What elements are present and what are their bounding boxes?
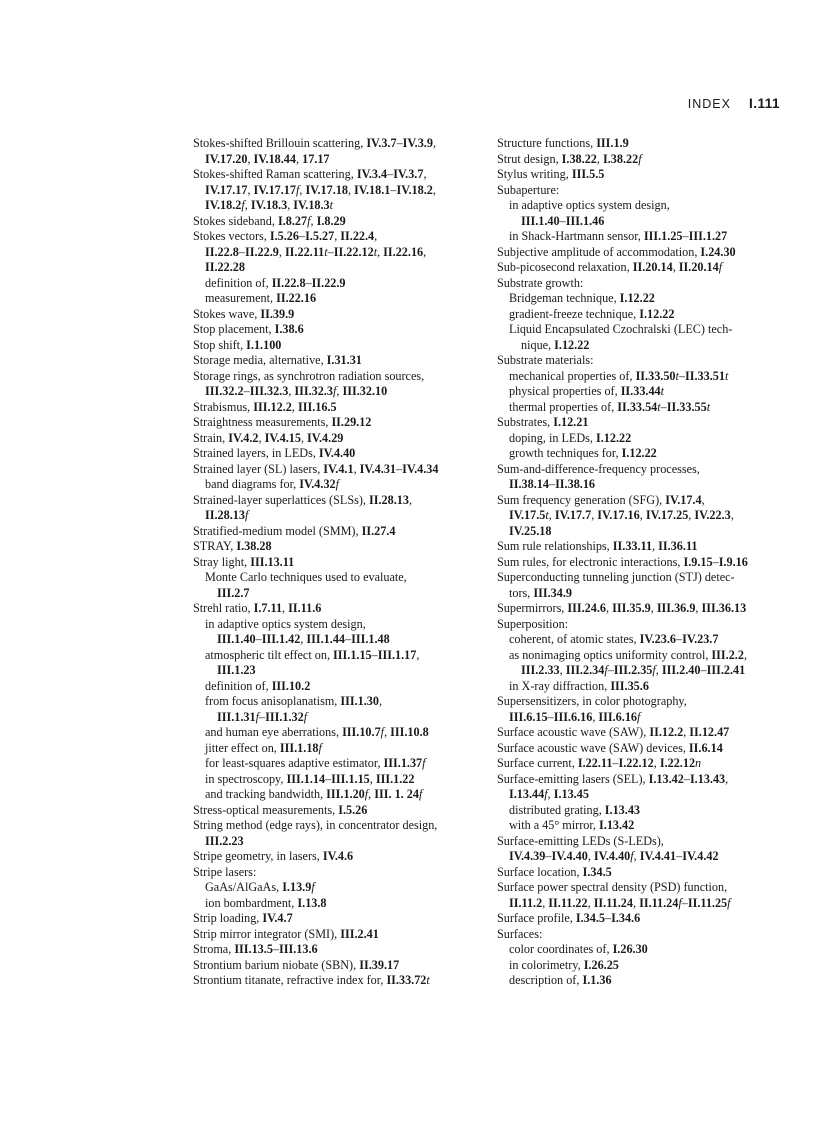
index-entry-line: Straightness measurements, II.29.12	[193, 415, 372, 429]
index-entry	[497, 834, 793, 865]
index-subentry	[497, 818, 793, 834]
index-subentry	[497, 431, 793, 447]
index-entry	[193, 942, 483, 958]
page-number: I.111	[748, 96, 780, 111]
index-entry-line: III.6.15–III.6.16, III.6.16f	[509, 709, 641, 724]
index-entry-line: III.2.23	[205, 833, 244, 848]
index-subentry	[193, 725, 483, 741]
index-entry	[497, 353, 793, 369]
index-entry	[193, 555, 483, 571]
index-entry-line: in X-ray diffraction, III.35.6	[509, 678, 649, 693]
index-entry-line: Superposition:	[497, 616, 569, 631]
index-subentry	[497, 648, 793, 679]
index-entry-line: III.1.40–III.1.46	[521, 213, 605, 228]
index-entry-line: III.1.23	[217, 663, 256, 677]
index-entry	[497, 880, 793, 911]
index-entry-line: IV.17.17, IV.17.17f, IV.17.18, IV.18.1–IV.18.2,	[205, 182, 436, 197]
index-entry-line: Stripe lasers:	[193, 864, 257, 879]
index-entry-line: Sum rules, for electronic interactions, I.9.15–I.9.16	[497, 554, 748, 569]
index-subentry	[193, 756, 483, 772]
index-entry-line: Strip mirror integrator (SMI), III.2.41	[193, 926, 379, 941]
index-entry-line: ion bombardment, I.13.8	[205, 895, 327, 910]
index-entry	[193, 927, 483, 943]
index-entry-line: IV.17.20, IV.18.44, 17.17	[205, 151, 330, 166]
index-subentry	[497, 446, 793, 462]
index-entry-line: in adaptive optics system design,	[509, 198, 670, 212]
index-entry-line: Stop placement, I.38.6	[193, 322, 304, 336]
index-entry	[193, 229, 483, 276]
index-entry	[193, 911, 483, 927]
index-entry	[497, 415, 793, 431]
index-entry-line: Sum frequency generation (SFG), IV.17.4,	[497, 492, 705, 507]
index-entry-line: Stripe geometry, in lasers, IV.4.6	[193, 849, 354, 863]
index-subentry	[193, 880, 483, 896]
index-entry-line: jitter effect on, III.1.18f	[205, 740, 322, 755]
running-head-title: INDEX	[687, 97, 731, 111]
index-entry-line: physical properties of, II.33.44t	[509, 384, 665, 398]
index-entry-line: as nonimaging optics uniformity control, III.2.2,	[509, 647, 747, 662]
index-entry	[497, 601, 793, 617]
index-entry	[193, 462, 483, 478]
index-entry-line: Substrate growth:	[497, 275, 584, 290]
index-subentry	[497, 307, 793, 323]
index-entry	[193, 539, 483, 555]
index-entry-line: measurement, II.22.16	[205, 291, 317, 305]
index-entry-line: III.2.33, III.2.34f–III.2.35f, III.2.40–III.2.41	[521, 663, 746, 677]
index-entry-line: Sum rule relationships, II.33.11, II.36.11	[497, 539, 698, 553]
index-entry-line: Strain, IV.4.2, IV.4.15, IV.4.29	[193, 430, 344, 445]
index-entry-line: Strained layer (SL) lasers, IV.4.1, IV.4.31–IV.4.34	[193, 461, 439, 476]
index-entry-line: IV.18.2f, IV.18.3, IV.18.3t	[205, 198, 334, 212]
index-entry-line: Surface acoustic wave (SAW), II.12.2, II.12.47	[497, 725, 730, 739]
index-subentry	[497, 958, 793, 974]
index-subentry	[193, 570, 483, 601]
index-entry-line: Stratified-medium model (SMM), II.27.4	[193, 523, 396, 538]
index-entry	[497, 772, 793, 803]
index-entry	[497, 617, 793, 633]
index-entry	[193, 322, 483, 338]
index-entry-line: band diagrams for, IV.4.32f	[205, 477, 340, 491]
index-entry	[193, 493, 483, 524]
index-entry-line: and human eye aberrations, III.10.7f, III.10.8	[205, 725, 429, 739]
index-entry	[193, 369, 483, 400]
index-entry-line: Stylus writing, III.5.5	[497, 167, 605, 181]
index-entry-line: mechanical properties of, II.33.50t–II.33.51t	[509, 368, 729, 383]
index-subentry	[497, 803, 793, 819]
index-entry-line: Surface-emitting LEDs (S-LEDs),	[497, 833, 664, 848]
index-entry-line: Strained-layer superlattices (SLSs), II.28.13,	[193, 492, 413, 507]
index-entry	[497, 260, 793, 276]
index-entry-line: II.11.2, II.11.22, II.11.24, II.11.24f–II.11.25f	[509, 895, 731, 910]
index-entry	[497, 725, 793, 741]
index-entry-line: Surface-emitting lasers (SEL), I.13.42–I.13.43,	[497, 771, 729, 786]
index-entry-line: Subaperture:	[497, 182, 560, 197]
index-entry	[497, 167, 793, 183]
index-entry-line: Storage media, alternative, I.31.31	[193, 353, 362, 367]
index-entry-line: doping, in LEDs, I.12.22	[509, 430, 632, 445]
index-entry-line: Storage rings, as synchrotron radiation sources,	[193, 368, 425, 383]
index-entry-line: Surface power spectral density (PSD) function,	[497, 880, 728, 894]
index-entry	[193, 167, 483, 214]
index-subentry	[497, 679, 793, 695]
index-entry	[193, 865, 483, 881]
index-entry-line: for least-squares adaptive estimator, III.1.37f	[205, 756, 426, 770]
index-entry	[193, 353, 483, 369]
index-entry-line: Strained layers, in LEDs, IV.4.40	[193, 446, 356, 460]
index-entry	[497, 136, 793, 152]
index-entry	[497, 539, 793, 555]
index-entry-line: Stop shift, I.1.100	[193, 337, 282, 352]
index-entry	[497, 570, 793, 601]
index-entry	[497, 555, 793, 571]
index-subentry	[193, 477, 483, 493]
index-entry	[193, 415, 483, 431]
index-entry	[193, 136, 483, 167]
index-subentry	[193, 679, 483, 695]
index-subentry	[193, 787, 483, 803]
index-entry-line: III.32.2–III.32.3, III.32.3f, III.32.10	[205, 384, 388, 398]
index-entry-line: Strip loading, IV.4.7	[193, 911, 293, 925]
index-entry	[193, 446, 483, 462]
index-entry-line: Strehl ratio, I.7.11, II.11.6	[193, 601, 322, 615]
index-entry-line: GaAs/AlGaAs, I.13.9f	[205, 880, 315, 894]
index-entry-line: Sum-and-difference-frequency processes,	[497, 461, 700, 476]
index-entry-line: in Shack-Hartmann sensor, III.1.25–III.1.27	[509, 229, 728, 243]
index-entry-line: Stray light, III.13.11	[193, 554, 295, 569]
index-subentry	[193, 694, 483, 725]
index-entry-line: IV.4.39–IV.4.40, IV.4.40f, IV.4.41–IV.4.42	[509, 849, 719, 863]
index-entry-line: IV.17.5t, IV.17.7, IV.17.16, IV.17.25, IV.22.3,	[509, 508, 734, 522]
index-entry-line: Strabismus, III.12.2, III.16.5	[193, 399, 337, 414]
index-entry	[193, 307, 483, 323]
index-entry-line: with a 45° mirror, I.13.42	[509, 818, 635, 832]
index-subentry	[193, 772, 483, 788]
index-entry	[193, 849, 483, 865]
index-entry	[497, 276, 793, 292]
index-entry	[497, 152, 793, 168]
index-subentry	[193, 291, 483, 307]
index-entry-line: definition of, II.22.8–II.22.9	[205, 275, 346, 290]
index-entry-line: Sub-picosecond relaxation, II.20.14, II.20.14f	[497, 260, 723, 274]
index-entry-line: III.2.7	[217, 585, 250, 600]
index-entry-line: description of, I.1.36	[509, 973, 612, 987]
index-entry-line: Strontium titanate, refractive index for, II.33.72t	[193, 973, 430, 987]
index-entry-line: Surface current, I.22.11–I.22.12, I.22.12n	[497, 756, 702, 770]
index-entry-line: IV.25.18	[509, 523, 552, 538]
index-subentry	[193, 617, 483, 648]
index-entry-line: in colorimetry, I.26.25	[509, 957, 619, 972]
index-entry	[193, 818, 483, 849]
index-entry	[193, 431, 483, 447]
index-entry	[193, 214, 483, 230]
index-entry-line: Monte Carlo techniques used to evaluate,	[205, 570, 407, 584]
index-entry-line: Supersensitizers, in color photography,	[497, 694, 687, 708]
index-entry-line: Subjective amplitude of accommodation, I.24.30	[497, 244, 736, 259]
index-entry-line: Stress-optical measurements, I.5.26	[193, 802, 368, 817]
index-entry	[497, 694, 793, 725]
index-entry-line: II.28.13f	[205, 508, 249, 522]
index-subentry	[193, 648, 483, 679]
index-entry	[497, 911, 793, 927]
index-entry	[497, 183, 793, 199]
index-entry-line: Surface acoustic wave (SAW) devices, II.6.14	[497, 740, 723, 755]
index-entry-line: Bridgeman technique, I.12.22	[509, 291, 655, 305]
index-entry-line: III.1.40–III.1.42, III.1.44–III.1.48	[217, 632, 390, 646]
index-entry-line: Substrates, I.12.21	[497, 415, 589, 429]
index-entry	[497, 927, 793, 943]
index-column-left	[193, 136, 483, 989]
index-entry-line: gradient-freeze technique, I.12.22	[509, 306, 675, 321]
index-entry	[497, 493, 793, 540]
index-entry-line: thermal properties of, II.33.54t–II.33.55t	[509, 399, 711, 414]
index-subentry	[497, 384, 793, 400]
index-entry-line: tors, III.34.9	[509, 585, 572, 600]
index-entry-line: Surfaces:	[497, 926, 543, 941]
index-entry-line: II.22.8–II.22.9, II.22.11t–II.22.12t, II.22.16,	[205, 244, 427, 259]
index-entry-line: nique, I.12.22	[521, 337, 590, 352]
index-subentry	[497, 400, 793, 416]
index-entry-line: II.38.14–II.38.16	[509, 477, 596, 491]
index-entry	[497, 462, 793, 493]
index-entry	[497, 245, 793, 261]
index-subentry	[497, 291, 793, 307]
index-entry	[193, 601, 483, 617]
index-entry-line: definition of, III.10.2	[205, 678, 311, 693]
index-entry-line: Surface location, I.34.5	[497, 864, 612, 879]
index-entry-line: in spectroscopy, III.1.14–III.1.15, III.1.22	[205, 771, 415, 786]
index-subentry	[497, 973, 793, 989]
index-entry	[497, 865, 793, 881]
index-subentry	[193, 276, 483, 292]
index-entry-line: from focus anisoplanatism, III.1.30,	[205, 694, 383, 708]
index-entry	[193, 973, 483, 989]
index-entry-line: I.13.44f, I.13.45	[509, 787, 589, 801]
index-subentry	[497, 322, 793, 353]
index-entry-line: distributed grating, I.13.43	[509, 802, 641, 817]
index-column-right	[497, 136, 793, 989]
index-entry-line: color coordinates of, I.26.30	[509, 942, 648, 956]
index-entry-line: STRAY, I.38.28	[193, 539, 272, 553]
index-subentry	[497, 229, 793, 245]
index-entry-line: Strut design, I.38.22, I.38.22f	[497, 151, 642, 166]
index-entry-line: Stokes sideband, I.8.27f, I.8.29	[193, 213, 346, 228]
index-entry	[193, 400, 483, 416]
index-entry-line: coherent, of atomic states, IV.23.6–IV.23.7	[509, 632, 719, 646]
index-entry-line: Stokes wave, II.39.9	[193, 306, 295, 321]
index-entry-line: Stokes-shifted Brillouin scattering, IV.3.7–IV.3.9,	[193, 136, 436, 150]
page-header	[688, 96, 780, 113]
index-entry	[497, 741, 793, 757]
index-entry	[497, 756, 793, 772]
index-entry-line: Structure functions, III.1.9	[497, 136, 629, 150]
index-entry-line: Superconducting tunneling junction (STJ) detec-	[497, 570, 735, 584]
index-entry-line: Liquid Encapsulated Czochralski (LEC) tech-	[509, 322, 733, 336]
index-entry-line: atmospheric tilt effect on, III.1.15–III.1.17,	[205, 647, 420, 662]
index-entry-line: Strontium barium niobate (SBN), II.39.17	[193, 957, 400, 972]
index-subentry	[497, 942, 793, 958]
index-subentry	[193, 896, 483, 912]
index-entry-line: Supermirrors, III.24.6, III.35.9, III.36.9, III.36.13	[497, 601, 747, 615]
index-entry-line: Surface profile, I.34.5–I.34.6	[497, 911, 641, 925]
index-entry	[193, 338, 483, 354]
index-entry-line: Stokes vectors, I.5.26–I.5.27, II.22.4,	[193, 229, 378, 243]
index-entry-line: Stroma, III.13.5–III.13.6	[193, 942, 318, 956]
index-subentry	[193, 741, 483, 757]
index-entry	[193, 803, 483, 819]
index-subentry	[497, 198, 793, 229]
index-entry-line: III.1.31f–III.1.32f	[217, 709, 308, 724]
index-subentry	[497, 369, 793, 385]
index-entry	[193, 524, 483, 540]
index-entry-line: String method (edge rays), in concentrator design,	[193, 818, 438, 832]
index-subentry	[497, 632, 793, 648]
index-entry	[193, 958, 483, 974]
index-entry-line: in adaptive optics system design,	[205, 616, 366, 631]
index-entry-line: Substrate materials:	[497, 353, 594, 367]
index-entry-line: Stokes-shifted Raman scattering, IV.3.4–IV.3.7,	[193, 167, 427, 181]
index-entry-line: growth techniques for, I.12.22	[509, 446, 657, 460]
index-entry-line: and tracking bandwidth, III.1.20f, III. 1. 24f	[205, 787, 423, 801]
index-entry-line: II.22.28	[205, 260, 245, 274]
